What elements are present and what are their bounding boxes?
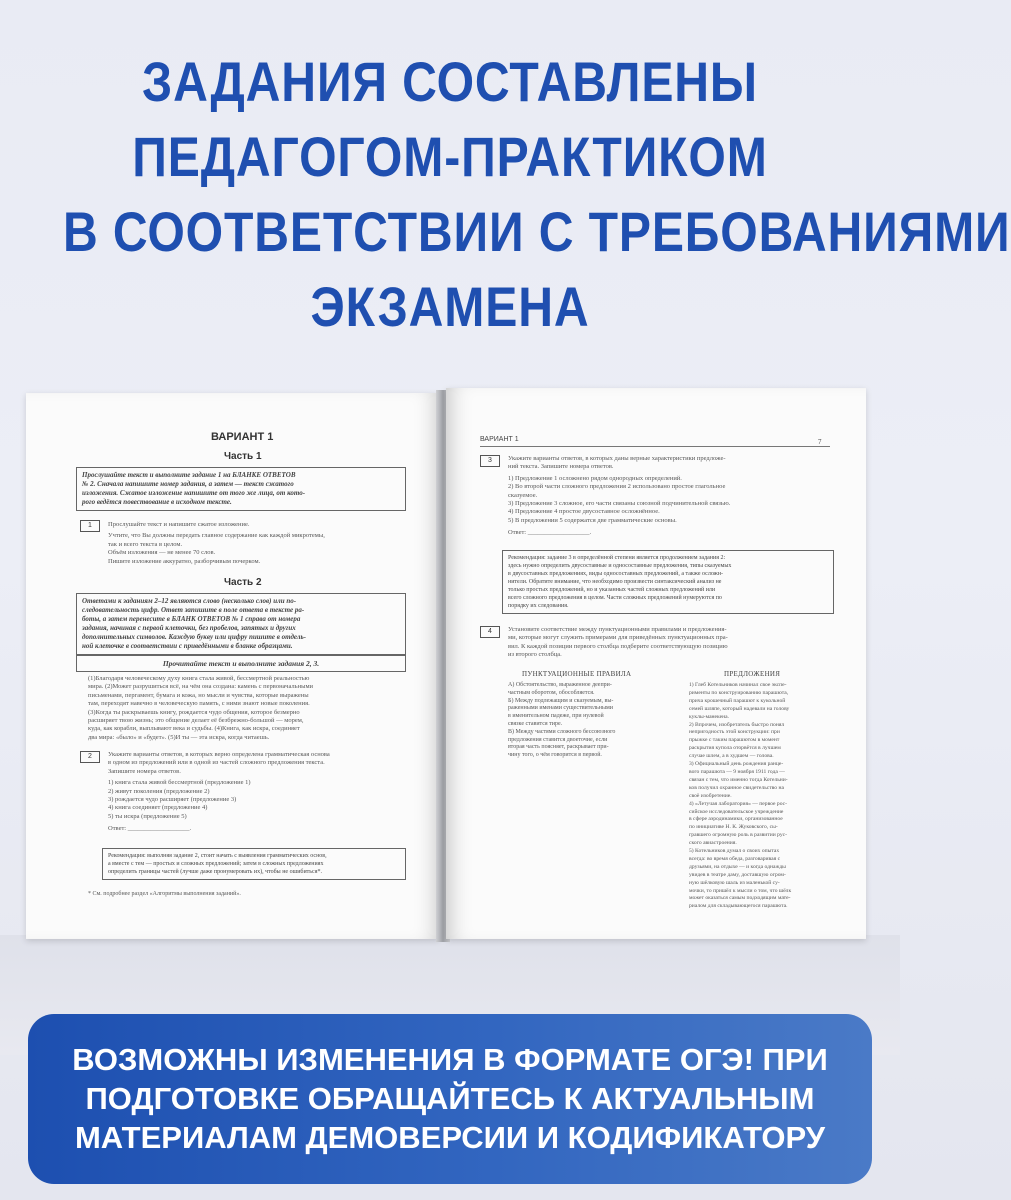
text-line: определить границы частей (лучше даже пронумеровать их), чтобы не ошибиться*.: [108, 869, 322, 875]
recommendation-box-3: [502, 550, 834, 614]
open-workbook: [26, 388, 874, 944]
text-line: всего сложного предложения в целом. Части сложных предложений нумеруются по: [508, 595, 722, 601]
text-line: частным оборотом, обособляется.: [508, 689, 595, 696]
text-line: своё изобретение.: [689, 792, 732, 799]
text-line: Рекомендация: задание 3 в определённой степени является продолжением задания 2:: [508, 555, 726, 561]
text-line: гравшего огромную роль в развитии рус-: [689, 832, 787, 839]
text-line: здесь нужно определить двусоставные и односоставные предложения, типы сказуемых: [508, 563, 732, 569]
banner-line: ПОДГОТОВКЕ ОБРАЩАЙТЕСЬ К АКТУАЛЬНЫМ: [85, 1081, 815, 1116]
box-line: следовательность цифр. Ответ запишите в поле ответа в тексте ра-: [82, 606, 305, 614]
text-line: предложения ставится двоеточие, если: [508, 736, 608, 743]
text-line: куклы-манекена.: [689, 713, 729, 720]
option-line: 4) книга соединяет (предложение 4): [108, 804, 208, 812]
text-line: Объём изложения — не менее 70 слов.: [108, 549, 216, 557]
headline: [63, 44, 1011, 344]
rules-column-header: ПУНКТУАЦИОННЫЕ ПРАВИЛА: [522, 670, 632, 678]
text-line: семей шляпе, который надевали на голову: [689, 705, 790, 712]
text-line: в одном из предложений или в одной из частей сложного предложения текста.: [108, 759, 325, 767]
task-number-1: 1: [80, 520, 100, 532]
headline-line: ПЕДАГОГОМ-ПРАКТИКОМ: [132, 125, 768, 188]
sentences-column: [689, 682, 849, 911]
text-line: вил. К каждой позиции первого столбца подберите соответствующую позицию: [508, 642, 728, 650]
page-number: 7: [818, 438, 822, 446]
text-line: ний текста. Запишите номера ответов.: [508, 463, 614, 471]
header-rule: [480, 446, 830, 447]
text-line: друзьями, на отдыхе — и когда однажды: [689, 863, 786, 870]
text-line: Б) Между подлежащим и сказуемым, вы-: [508, 697, 614, 704]
text-line: риалом для складывающегося парашюта.: [689, 903, 788, 910]
text-line: Рекомендация: выполняя задание 2, стоит начать с выявления грамматических основ,: [108, 853, 327, 859]
text-line: А) Обстоятельство, выраженное деепри-: [508, 682, 612, 688]
text-line: мочки, то пришёл к мысли о том, что шёлк: [689, 887, 792, 894]
text-line: в сфере аэродинамики, организованное: [689, 816, 783, 823]
variant-title: ВАРИАНТ 1: [211, 431, 274, 443]
text-line: 4) «Летучая лаборатория» — первое рос-: [689, 800, 787, 807]
left-page: [26, 393, 440, 939]
task2-text: [108, 751, 418, 834]
read-text-box: Прочитайте текст и выполните задания 2, 3.: [76, 655, 406, 672]
task-number-2: 2: [80, 751, 100, 763]
text-line: в именительном падеже, при нулевой: [508, 713, 604, 720]
text-line: расширяет твою жизнь; это общение делает её безбрежно-большой — морем,: [88, 717, 304, 725]
sentences-column-header: ПРЕДЛОЖЕНИЯ: [724, 670, 781, 678]
text-line: в двусоставных предложениях, виды односоставных предложений, а также осложн-: [508, 571, 724, 577]
text-line: куда, как корабли, выплывают века и судьбы. (4)Книга, как искра, соединяет: [88, 725, 300, 733]
option-line: 1) книга стала живой бессмертной (предложение 1): [108, 779, 251, 787]
text-line: ков получил охранное свидетельство на: [689, 784, 784, 791]
option-line: 3) Предложение 3 сложное, его части связаны союзной подчинительной связью.: [508, 500, 731, 508]
headline-line: ЭКЗАМЕНА: [310, 275, 590, 338]
option-line: сказуемое.: [508, 491, 538, 499]
story-text: [88, 675, 418, 742]
box-line: Прослушайте текст и выполните задание 1 на БЛАНКЕ ОТВЕТОВ: [82, 471, 296, 479]
option-line: 2) живут поколения (предложение 2): [108, 787, 210, 795]
text-line: а вместе с тем — простых и сложных предложений; затем в сложных предложениях: [108, 861, 324, 867]
part1-title: Часть 1: [224, 451, 262, 462]
recommendation-box: [102, 848, 406, 880]
text-line: прича крошечный парашют к кукольной: [689, 697, 786, 704]
banner-line: ВОЗМОЖНЫ ИЗМЕНЕНИЯ В ФОРМАТЕ ОГЭ! ПРИ: [72, 1042, 828, 1077]
option-line: 5) ты искра (предложение 5): [108, 812, 187, 820]
headline-line: ЗАДАНИЯ СОСТАВЛЕНЫ: [142, 50, 758, 113]
option-line: 2) Во второй части сложного предложения 2 использовано простое глагольное: [508, 483, 726, 491]
rules-column: [508, 682, 673, 760]
text-line: увидев в театре даму, доставшую огром-: [689, 871, 786, 878]
text-line: там, переходят навечно в человеческую память, с ними знают новые поколения.: [88, 700, 310, 708]
text-line: всегда: во время обеда, разговаривая с: [689, 855, 781, 862]
text-line: письменами, пергамент, бумага и кожа, но мысли и чувства, которые выражены: [88, 691, 309, 699]
text-line: Запишите номера ответов.: [108, 767, 181, 775]
text-line: Учтите, что Вы должны передать главное содержание как каждой микротемы,: [108, 532, 325, 540]
task4-text: [508, 626, 838, 660]
box-line: задания, начиная с первой клеточки, без пробелов, запятых и других: [82, 624, 296, 632]
answer-line: Ответ: ___________________.: [108, 825, 192, 833]
option-line: 1) Предложение 1 осложнено рядом однородных определений.: [508, 474, 682, 482]
text-line: вого парашюта — 9 ноября 1911 года —: [689, 768, 785, 775]
task3-text: [508, 455, 838, 538]
banner-text: [28, 1040, 872, 1157]
text-line: мира. (2)Может разрушиться всё, на чём она создана: камень с первоначальными: [88, 683, 314, 691]
text-line: может оказаться самым подходящим мате-: [689, 895, 791, 902]
answer-line: Ответ: ___________________.: [508, 529, 592, 537]
text-line: раскрытия купола оторвётся в лучшем: [689, 745, 781, 752]
text-line: из второго столбца.: [508, 651, 562, 659]
text-line: нители. Обратите внимание, что необходимо произвести синтаксический анализ не: [508, 579, 722, 585]
option-line: 3) рождается чудо расширяет (предложение 3): [108, 796, 237, 804]
text-line: два мира: «было» и «будет». (5)И ты — эта искра, когда читаешь.: [88, 733, 270, 741]
text-line: сийское исследовательское учреждение: [689, 808, 784, 815]
right-page: [446, 388, 866, 939]
instruction-box-1: [76, 467, 406, 511]
text-line: 3) Официальный день рождения ранце-: [689, 761, 784, 768]
text-line: Укажите варианты ответов, в которых верно определена грамматическая основа: [108, 751, 330, 758]
text-line: ского авиастроения.: [689, 840, 737, 847]
instruction-box-2: [76, 593, 406, 655]
part2-title: Часть 2: [224, 577, 262, 588]
text-line: по инициативе Н. К. Жуковского, сы-: [689, 824, 778, 831]
text-line: ми, которые могут служить примерами для приведённых пунктуационных пра-: [508, 634, 728, 642]
box-line: дополнительных символов. Каждую букву или цифру пишите в отдель-: [82, 633, 306, 641]
text-line: 5) Котельников думал о своих опытах: [689, 848, 780, 855]
box-line: боты, а затем перенесите в БЛАНК ОТВЕТОВ № 1 справа от номера: [82, 615, 301, 623]
text-line: только простых предложений, но и указанных частей сложных предложений или: [508, 587, 716, 593]
task-number-4: 4: [480, 626, 500, 638]
notice-banner: [28, 1014, 872, 1184]
text-line: рименты по конструированию парашюта,: [689, 689, 789, 696]
headline-line: В СООТВЕТСТВИИ С ТРЕБОВАНИЯМИ: [63, 200, 1011, 263]
text-line: случае шлем, а в худшем — голова.: [689, 753, 774, 760]
option-line: 4) Предложение 4 простое двусоставное осложнённое.: [508, 508, 660, 516]
box-line: рого ведётся повествование в исходном тексте.: [82, 498, 232, 506]
text-line: чину того, о чём говорится в первой.: [508, 752, 602, 759]
text-line: (3)Когда ты раскрываешь книгу, рождается чудо общения, которое безмерно: [88, 708, 300, 716]
text-line: (1)Благодаря человеческому духу книга стала живой, бессмертной реальностью: [88, 675, 310, 682]
text-line: Прослушайте текст и напишите сжатое изложение.: [108, 521, 250, 528]
text-line: непригодность этой конструкции: при: [689, 729, 780, 736]
box-line: ной клеточке в соответствии с приведёнными в бланке образцами.: [82, 642, 293, 650]
text-line: связке ставится тире.: [508, 720, 563, 727]
text-line: Укажите варианты ответов, в которых даны верные характеристики предложе-: [508, 455, 726, 462]
option-line: 5) В предложении 5 содержатся две грамматические основы.: [508, 516, 677, 524]
text-line: 2) Впрочем, изобретатель быстро понял: [689, 721, 785, 728]
box-line: изложения. Сжатое изложение напишите от того же лица, от кото-: [82, 489, 306, 497]
text-line: прыжке с таким парашютом в момент: [689, 737, 780, 744]
text-line: порядку их следования.: [508, 603, 569, 609]
text-line: ную шёлковую шаль из маленькой су-: [689, 879, 780, 886]
task-number-3: 3: [480, 455, 500, 467]
box-line: Ответами к заданиям 2–12 являются слово (несколько слов) или по-: [82, 597, 297, 605]
text-line: Установите соответствие между пунктуационными правилами и предложения-: [508, 626, 727, 633]
text-line: 1) Глеб Котельников начинал свое экспе-: [689, 682, 787, 688]
text-line: связан с тем, что именно тогда Котельни-: [689, 776, 788, 783]
footnote: * См. подробнее раздел «Алгоритмы выполнения заданий».: [88, 891, 241, 897]
running-head: ВАРИАНТ 1: [480, 436, 519, 443]
text-line: вторая часть поясняет, раскрывает при-: [508, 744, 609, 751]
task1-text: [108, 521, 408, 566]
banner-line: МАТЕРИАЛАМ ДЕМОВЕРСИИ И КОДИФИКАТОРУ: [74, 1120, 826, 1155]
box-line: № 2. Сначала напишите номер задания, а затем — текст сжатого: [82, 480, 294, 488]
text-line: так и всего текста в целом.: [108, 540, 183, 548]
text-line: раженными именами существительными: [508, 705, 614, 712]
text-line: Пишите изложение аккуратно, разборчивым почерком.: [108, 557, 261, 565]
text-line: В) Между частями сложного бессоюзного: [508, 728, 616, 735]
